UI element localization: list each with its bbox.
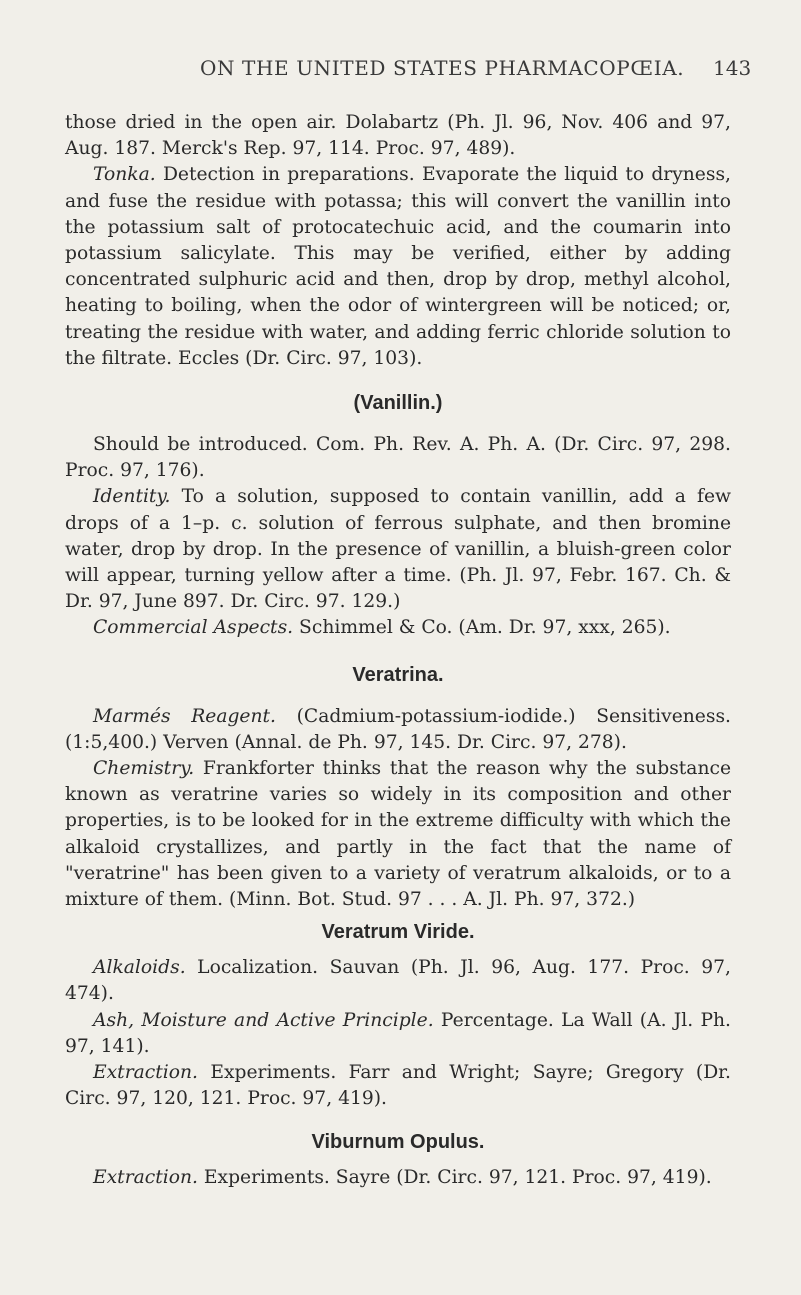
ash-paragraph [65, 1008, 731, 1060]
chemistry-label: Chemistry. [93, 758, 195, 780]
vanillin-heading: (Vanillin.) [353, 392, 443, 415]
identity-text: To a solution, supposed to contain vanillin, add a few drops of a 1–p. c. solution of ferrous sulphate, and then bromine water, drop by drop. In the presence of vanillin, a bluish-green color will appear, turning yellow after a time. (Ph. Jl. 97, Febr. 167. Ch. & Dr. 97, June 897. Dr. Circ. 97. 129.) [65, 486, 731, 613]
alkaloids-paragraph [65, 955, 731, 1007]
veratrum-viride-heading: Veratrum Viride. [321, 921, 475, 944]
identity-label: Identity. [93, 486, 171, 508]
commercial-text: Schimmel & Co. (Am. Dr. 97, xxx, 265). [293, 617, 671, 639]
ash-label: Ash, Moisture and Active Principle. [93, 1009, 434, 1031]
commercial-paragraph [65, 615, 731, 641]
viburnum-extraction-label: Extraction. [93, 1166, 198, 1188]
viburnum-extraction-text: Experiments. Sayre (Dr. Circ. 97, 121. Proc. 97, 419). [197, 1166, 712, 1188]
marmes-text: (Cadmium-potassium-iodide.) Sensitiveness. (1:5,400.) Verven (Annal. de Ph. 97, 145. Dr. Circ. 97, 278). [65, 705, 731, 753]
extraction-paragraph [65, 1060, 731, 1112]
alkaloids-label: Alkaloids. [93, 957, 186, 979]
tonka-paragraph [65, 162, 731, 372]
tonka-label: Tonka. [93, 164, 156, 186]
identity-paragraph [65, 484, 731, 615]
viburnum-heading: Viburnum Opulus. [311, 1130, 485, 1153]
vanillin-text: Should be introduced. Com. Ph. Rev. A. Ph. A. (Dr. Circ. 97, 298. Proc. 97, 176). [65, 434, 731, 482]
running-head [0, 56, 801, 86]
tonka-text: Detection in preparations. Evaporate the liquid to dryness, and fuse the residue with potassa; this will convert the vanillin into the potassium salt of protocatechuic acid, and the coumarin into potassium salicylate. This may be verified, either by adding concentrated sulphuric acid and then, drop by drop, methyl alcohol, heating to boiling, when the odor of wintergreen will be noticed; or, treating the residue with water, and adding ferric chloride solution to the filtrate. Eccles (Dr. Circ. 97, 103). [65, 164, 731, 369]
chemistry-paragraph [65, 756, 731, 913]
veratrina-heading: Veratrina. [352, 663, 444, 686]
marmes-label: Marmés Reagent. [93, 705, 276, 727]
alkaloids-text: Localization. Sauvan (Ph. Jl. 96, Aug. 177. Proc. 97, 474). [65, 957, 731, 1005]
marmes-paragraph [65, 704, 731, 756]
vanillin-paragraph [65, 432, 731, 484]
chemistry-text: Frankforter thinks that the reason why the substance known as veratrine varies so widely in its composition and other properties, is to be looked for in the extreme difficulty with which the alkaloid crystallizes, and partly in the fact that the name of "veratrine" has been given to a variety of veratrum alkaloids, or to a mixture of them. (Minn. Bot. Stud. 97 . . . A. Jl. Ph. 97, 372.) [65, 758, 731, 911]
viburnum-paragraph [65, 1165, 731, 1191]
running-title: ON THE UNITED STATES PHARMACOPŒIA. [200, 56, 685, 80]
ash-text: Percentage. La Wall (A. Jl. Ph. 97, 141). [65, 1009, 731, 1057]
continued-text: those dried in the open air. Dolabartz (Ph. Jl. 96, Nov. 406 and 97, Aug. 187. Merck's Rep. 97, 114. Proc. 97, 489). [65, 112, 731, 160]
commercial-label: Commercial Aspects. [93, 617, 294, 639]
extraction-label: Extraction. [93, 1062, 198, 1084]
extraction-text: Experiments. Farr and Wright; Sayre; Gregory (Dr. Circ. 97, 120, 121. Proc. 97, 419). [65, 1062, 731, 1110]
continued-paragraph [65, 110, 731, 162]
page-body [65, 110, 731, 1191]
page-number: 143 [713, 56, 752, 80]
